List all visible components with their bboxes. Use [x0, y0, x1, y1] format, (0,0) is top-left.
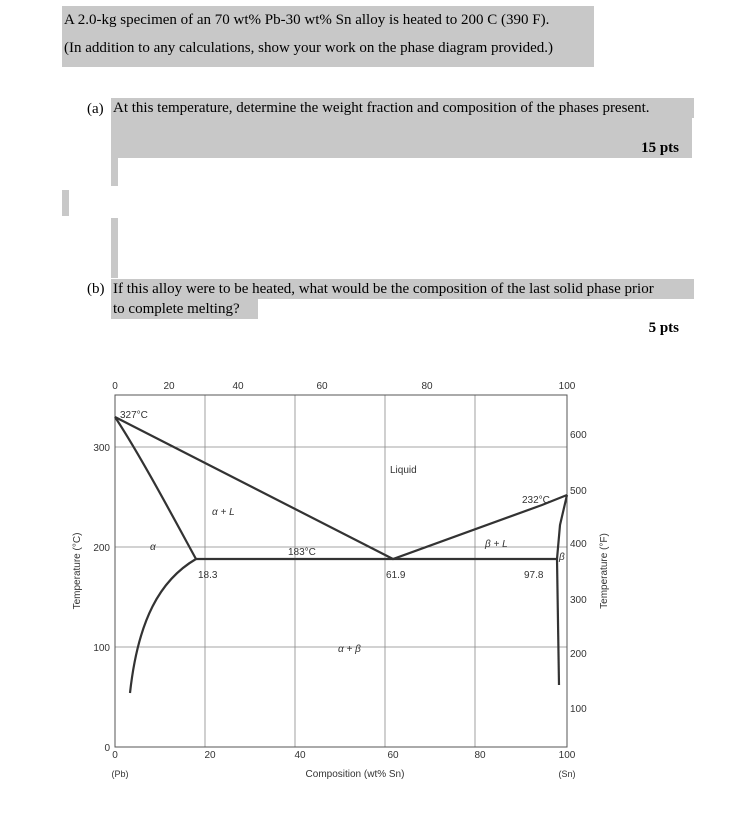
x-axis-label: Composition (wt% Sn): [305, 769, 405, 780]
part-a-question: At this temperature, determine the weight fraction and composition of the phases present.: [111, 98, 694, 118]
left-tick-100: 100: [93, 643, 110, 654]
beta-region: β: [559, 552, 565, 563]
beta-solidus: [557, 495, 567, 559]
right-axis-label: Temperature (°F): [599, 533, 610, 609]
alpha-composition-label: 18.3: [198, 570, 218, 581]
alpha-solvus: [130, 559, 196, 693]
left-tick-0: 0: [104, 743, 110, 754]
problem-statement: A 2.0-kg specimen of an 70 wt% Pb-30 wt% Sn alloy is heated to 200 C (390 F).: [62, 6, 594, 34]
bottom-tick-0: 0: [112, 750, 118, 761]
part-a-label: (a): [87, 101, 104, 117]
part-a-points: 15 pts: [641, 140, 679, 156]
eutectic-composition-label: 61.9: [386, 570, 406, 581]
right-tick-300: 300: [570, 595, 587, 606]
bottom-tick-40: 40: [294, 750, 306, 761]
top-tick-100: 100: [558, 381, 576, 392]
pb-label: (Pb): [111, 769, 129, 779]
bottom-tick-100: 100: [558, 750, 576, 761]
pb-melting-label: 327°C: [120, 410, 148, 421]
eutectic-temp-label: 183°C: [288, 547, 316, 558]
pb-sn-phase-diagram: [60, 365, 680, 795]
alpha-region: α: [150, 542, 156, 553]
liquidus-line: [115, 417, 567, 559]
plot-frame: [115, 395, 567, 747]
answer-bar-a: [111, 158, 118, 186]
right-tick-100: 100: [570, 704, 587, 715]
sn-melting-label: 232°C: [522, 495, 550, 506]
right-tick-600: 600: [570, 430, 587, 441]
bottom-tick-80: 80: [474, 750, 486, 761]
problem-instruction: (In addition to any calculations, show your work on the phase diagram provided.): [62, 34, 594, 67]
part-a-answer-area: [111, 118, 692, 158]
bottom-tick-60: 60: [387, 750, 399, 761]
top-tick-20: 20: [163, 381, 175, 392]
beta-composition-label: 97.8: [524, 570, 544, 581]
part-b-question-line2: to complete melting?: [111, 299, 258, 319]
top-tick-60: 60: [316, 381, 328, 392]
beta-liquid-region: β + L: [485, 539, 508, 550]
left-axis-label: Temperature (°C): [72, 532, 83, 610]
beta-solvus: [557, 559, 559, 685]
margin-bar: [62, 190, 69, 216]
alpha-beta-region: α + β: [338, 644, 361, 655]
top-tick-80: 80: [421, 381, 433, 392]
bottom-tick-20: 20: [204, 750, 216, 761]
right-tick-200: 200: [570, 649, 587, 660]
left-tick-200: 200: [93, 543, 110, 554]
sn-label: (Sn): [558, 769, 576, 779]
right-tick-500: 500: [570, 486, 587, 497]
answer-bar-b: [111, 218, 118, 278]
liquid-region-label: Liquid: [390, 465, 417, 476]
part-b-label: (b): [87, 281, 105, 297]
part-b-question-line1: If this alloy were to be heated, what would be the composition of the last solid phase prior: [111, 279, 694, 299]
top-tick-40: 40: [232, 381, 244, 392]
alpha-liquid-region: α + L: [212, 507, 235, 518]
top-tick-0: 0: [112, 381, 118, 392]
part-b-points: 5 pts: [648, 320, 679, 336]
right-tick-400: 400: [570, 539, 587, 550]
left-tick-300: 300: [93, 443, 110, 454]
